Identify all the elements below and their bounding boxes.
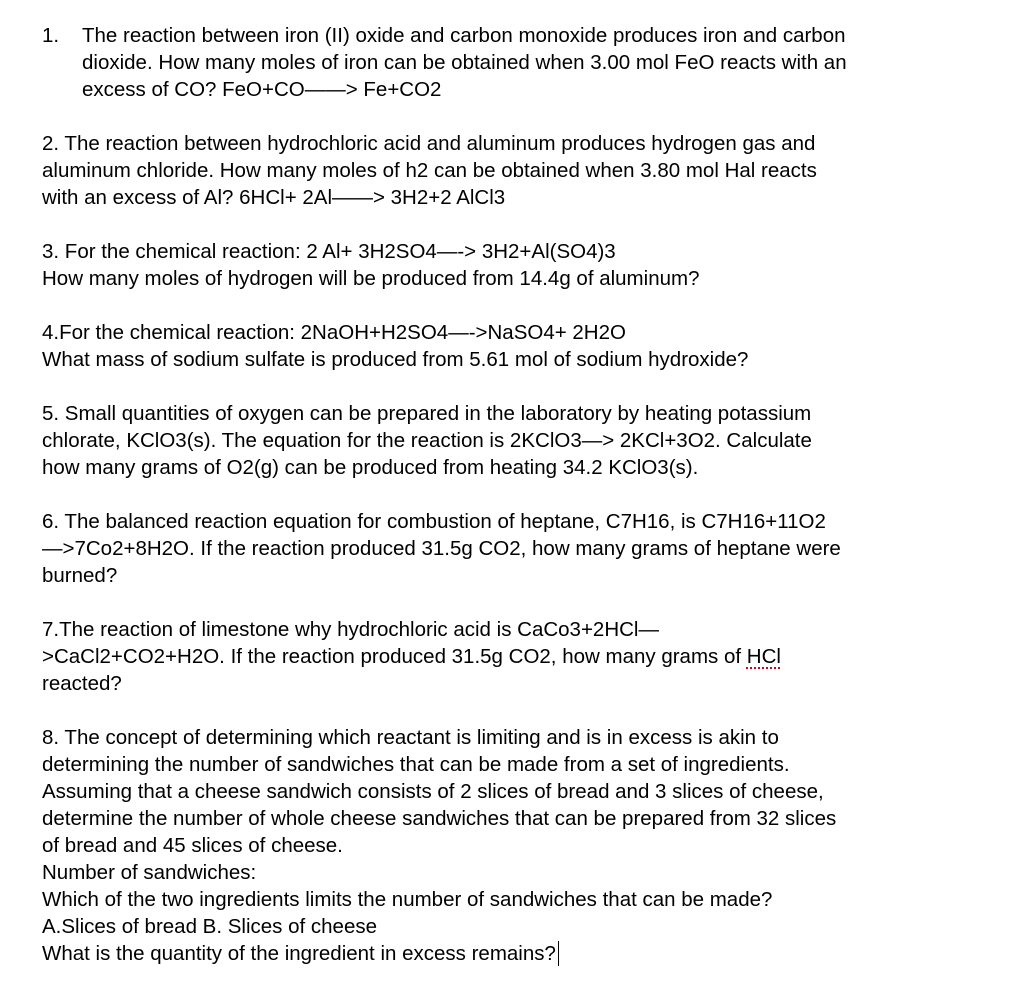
question-7-line-1: 7.The reaction of limestone why hydrochloric acid is CaCo3+2HCl— [42, 618, 659, 641]
spellcheck-flagged-word[interactable]: HCl [746, 645, 781, 668]
question-8-line-3: Assuming that a cheese sandwich consists of 2 slices of bread and 3 slices of cheese, [42, 780, 824, 803]
question-6-line-1: 6. The balanced reaction equation for combustion of heptane, C7H16, is C7H16+11O2 [42, 510, 826, 533]
question-1-line-3: excess of CO? FeO+CO——> Fe+CO2 [82, 78, 442, 101]
question-2-line-3: with an excess of Al? 6HCl+ 2Al——> 3H2+2 AlCl3 [42, 186, 506, 209]
question-2-line-2: aluminum chloride. How many moles of h2 can be obtained when 3.80 mol Hal reacts [42, 159, 817, 182]
question-1-number: 1. [42, 24, 60, 47]
question-1-line-1: The reaction between iron (II) oxide and carbon monoxide produces iron and carbon [82, 24, 846, 47]
question-4 [42, 319, 1002, 373]
question-8 [42, 724, 1002, 967]
question-1-text [82, 22, 1002, 103]
question-8-line-8: A.Slices of bread B. Slices of cheese [42, 915, 378, 938]
question-8-line-2: determining the number of sandwiches that can be made from a set of ingredients. [42, 753, 790, 776]
question-8-line-5: of bread and 45 slices of cheese. [42, 834, 343, 857]
question-7-line-3: reacted? [42, 672, 122, 695]
question-8-line-4: determine the number of whole cheese sandwiches that can be prepared from 32 slices [42, 807, 837, 830]
question-6 [42, 508, 1002, 589]
question-3 [42, 238, 1002, 292]
question-8-line-6: Number of sandwiches: [42, 861, 257, 884]
question-1-line-2: dioxide. How many moles of iron can be obtained when 3.00 mol FeO reacts with an [82, 51, 847, 74]
question-3-line-1: 3. For the chemical reaction: 2 Al+ 3H2SO4—-> 3H2+Al(SO4)3 [42, 240, 616, 263]
question-6-line-3: burned? [42, 564, 118, 587]
question-8-line-9-wrap [42, 940, 1002, 967]
question-8-line-9: What is the quantity of the ingredient in excess remains? [42, 942, 556, 965]
question-1 [42, 22, 1002, 103]
question-5-line-2: chlorate, KClO3(s). The equation for the reaction is 2KClO3—> 2KCl+3O2. Calculate [42, 429, 812, 452]
question-4-line-1: 4.For the chemical reaction: 2NaOH+H2SO4—->NaSO4+ 2H2O [42, 321, 626, 344]
question-6-line-2: —>7Co2+8H2O. If the reaction produced 31.5g CO2, how many grams of heptane were [42, 537, 841, 560]
question-5-line-1: 5. Small quantities of oxygen can be prepared in the laboratory by heating potassium [42, 402, 812, 425]
question-7-line-2: >CaCl2+CO2+H2O. If the reaction produced 31.5g CO2, how many grams of [42, 645, 747, 668]
question-7-line-2-wrap [42, 643, 1002, 670]
document-body [42, 22, 1002, 994]
question-2 [42, 130, 1002, 211]
question-8-line-1: 8. The concept of determining which reactant is limiting and is in excess is akin to [42, 726, 779, 749]
question-5-line-3: how many grams of O2(g) can be produced from heating 34.2 KClO3(s). [42, 456, 699, 479]
question-8-line-7: Which of the two ingredients limits the number of sandwiches that can be made? [42, 888, 773, 911]
text-cursor[interactable] [558, 941, 559, 966]
question-7 [42, 616, 1002, 697]
question-3-line-2: How many moles of hydrogen will be produced from 14.4g of aluminum? [42, 267, 700, 290]
question-5 [42, 400, 1002, 481]
question-4-line-2: What mass of sodium sulfate is produced from 5.61 mol of sodium hydroxide? [42, 348, 749, 371]
question-2-line-1: 2. The reaction between hydrochloric acid and aluminum produces hydrogen gas and [42, 132, 816, 155]
